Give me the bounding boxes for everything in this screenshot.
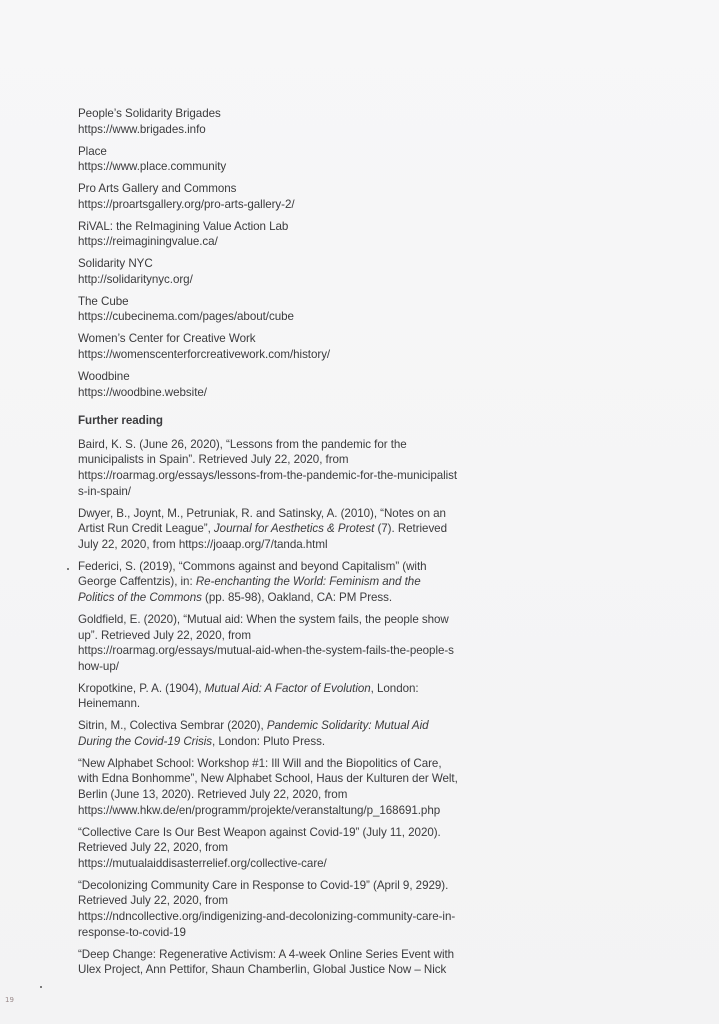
reference-line bbox=[78, 718, 478, 734]
reference-line bbox=[78, 537, 478, 553]
reference-text: Ulex Project, Ann Pettifor, Shaun Chamberlin, Global Justice Now – Nick bbox=[78, 963, 447, 977]
reference-line bbox=[78, 825, 478, 841]
organization-name: Solidarity NYC bbox=[78, 257, 153, 271]
reference-line bbox=[78, 437, 478, 453]
reference-entry bbox=[78, 437, 478, 499]
organization-list bbox=[78, 106, 478, 400]
organization-entry bbox=[78, 294, 478, 325]
organization-entry bbox=[78, 369, 478, 400]
reference-line bbox=[78, 628, 478, 644]
reference-entry bbox=[78, 756, 478, 818]
reference-text: Berlin (June 13, 2020). Retrieved July 22, 2020, from bbox=[78, 788, 348, 802]
organization-entry bbox=[78, 106, 478, 137]
reference-text: “Collective Care Is Our Best Weapon against Covid-19” (July 11, 2020). bbox=[78, 825, 441, 839]
organization-entry bbox=[78, 144, 478, 175]
organization-name: Place bbox=[78, 144, 107, 158]
reference-title-text: Politics of the Commons bbox=[78, 590, 202, 604]
reference-line bbox=[78, 787, 478, 803]
reference-title-text: Mutual Aid: A Factor of Evolution bbox=[204, 681, 371, 695]
reference-text: Artist Run Credit League”, bbox=[78, 522, 214, 536]
reference-entry bbox=[78, 825, 478, 872]
reference-entry bbox=[78, 947, 478, 978]
reference-text: response-to-covid-19 bbox=[78, 925, 186, 939]
reference-line bbox=[78, 947, 478, 963]
reference-text: https://mutualaiddisasterrelief.org/collective-care/ bbox=[78, 856, 327, 870]
reference-entry bbox=[78, 506, 478, 553]
reference-line bbox=[78, 840, 478, 856]
reference-title-text: Pandemic Solidarity: Mutual Aid bbox=[266, 719, 429, 733]
reference-entry bbox=[78, 612, 478, 674]
reference-text: “Decolonizing Community Care in Response to Covid-19” (April 9, 2929). bbox=[78, 878, 449, 892]
reference-text: , London: Pluto Press. bbox=[212, 734, 325, 748]
organization-url: http://solidaritynyc.org/ bbox=[78, 272, 193, 286]
reference-text: Sitrin, M., Colectiva Sembrar (2020), bbox=[78, 719, 267, 733]
organization-name: Women’s Center for Creative Work bbox=[78, 332, 256, 346]
reference-text: Kropotkine, P. A. (1904), bbox=[78, 681, 205, 695]
reference-text: https://www.hkw.de/en/programm/projekte/veranstaltung/p_168691.php bbox=[78, 803, 441, 817]
organization-entry bbox=[78, 256, 478, 287]
reference-text: https://ndncollective.org/indigenizing-and-decolonizing-community-care-in- bbox=[78, 909, 456, 923]
reference-line bbox=[78, 612, 478, 628]
page-number: 19 bbox=[5, 996, 14, 1004]
reference-line bbox=[78, 506, 478, 522]
reference-line bbox=[78, 909, 478, 925]
organization-name: Woodbine bbox=[78, 370, 130, 384]
reference-title-text: During the Covid-19 Crisis bbox=[78, 734, 213, 748]
reference-line bbox=[78, 925, 478, 941]
reference-entry bbox=[78, 559, 478, 606]
reference-text: (pp. 85-98), Oakland, CA: PM Press. bbox=[201, 590, 393, 604]
reference-line bbox=[78, 681, 478, 697]
reference-text: Heinemann. bbox=[78, 697, 141, 711]
reference-line bbox=[78, 468, 478, 484]
organization-url: https://www.brigades.info bbox=[78, 122, 206, 136]
reference-line bbox=[78, 643, 478, 659]
reference-text: Retrieved July 22, 2020, from bbox=[78, 841, 228, 855]
reference-text: July 22, 2020, from https://joaap.org/7/tanda.html bbox=[78, 537, 328, 551]
reference-text: “Deep Change: Regenerative Activism: A 4-week Online Series Event with bbox=[78, 947, 455, 961]
reference-text: https://roarmag.org/essays/lessons-from-the-pandemic-for-the-municipalist bbox=[78, 469, 458, 483]
reference-entry bbox=[78, 718, 478, 749]
organization-url: https://reimaginingvalue.ca/ bbox=[78, 235, 218, 249]
reference-line bbox=[78, 484, 478, 500]
organization-entry bbox=[78, 331, 478, 362]
reference-line bbox=[78, 856, 478, 872]
reference-text: (7). Retrieved bbox=[374, 522, 447, 536]
scan-speck bbox=[40, 986, 42, 988]
organization-name: Pro Arts Gallery and Commons bbox=[78, 182, 237, 196]
reference-title-text: Journal for Aesthetics & Protest bbox=[213, 522, 375, 536]
reference-title-text: Re-enchanting the World: Feminism and the bbox=[195, 575, 421, 589]
reference-text: with Edna Bonhomme”, New Alphabet School, Haus der Kulturen der Welt, bbox=[78, 772, 458, 786]
reference-line bbox=[78, 574, 478, 590]
reference-text: George Caffentzis), in: bbox=[78, 575, 196, 589]
reference-text: Dwyer, B., Joynt, M., Petruniak, R. and Satinsky, A. (2010), “Notes on an bbox=[78, 506, 446, 520]
organization-name: RiVAL: the ReImagining Value Action Lab bbox=[78, 219, 289, 233]
organization-url: https://cubecinema.com/pages/about/cube bbox=[78, 310, 294, 324]
reference-text: , London: bbox=[370, 681, 419, 695]
reference-list bbox=[78, 437, 478, 978]
organization-name: The Cube bbox=[78, 294, 129, 308]
reference-text: Federici, S. (2019), “Commons against and beyond Capitalism” (with bbox=[78, 559, 427, 573]
reference-entry bbox=[78, 681, 478, 712]
reference-text: Retrieved July 22, 2020, from bbox=[78, 894, 228, 908]
reference-text: Baird, K. S. (June 26, 2020), “Lessons from the pandemic for the bbox=[78, 437, 407, 451]
reference-text: municipalists in Spain”. Retrieved July 22, 2020, from bbox=[78, 453, 349, 467]
reference-text: https://roarmag.org/essays/mutual-aid-when-the-system-fails-the-people-s bbox=[78, 644, 454, 658]
organization-url: https://woodbine.website/ bbox=[78, 385, 207, 399]
reference-line bbox=[78, 659, 478, 675]
reference-line bbox=[78, 878, 478, 894]
reference-line bbox=[78, 962, 478, 978]
reference-text: how-up/ bbox=[78, 659, 119, 673]
reference-line bbox=[78, 696, 478, 712]
further-reading-heading: Further reading bbox=[78, 414, 163, 428]
organization-url: https://www.place.community bbox=[78, 160, 227, 174]
reference-text: s-in-spain/ bbox=[78, 484, 131, 498]
reference-line bbox=[78, 590, 478, 606]
reference-line bbox=[78, 452, 478, 468]
organization-entry bbox=[78, 181, 478, 212]
organization-entry bbox=[78, 219, 478, 250]
organization-url: https://womenscenterforcreativework.com/history/ bbox=[78, 348, 331, 362]
reference-line bbox=[78, 803, 478, 819]
reference-line bbox=[78, 771, 478, 787]
reference-line bbox=[78, 893, 478, 909]
reference-text: “New Alphabet School: Workshop #1: Ill Will and the Biopolitics of Care, bbox=[78, 756, 442, 770]
page-content bbox=[78, 106, 478, 984]
reference-line bbox=[78, 734, 478, 750]
scan-speck bbox=[67, 568, 69, 570]
reference-text: up”. Retrieved July 22, 2020, from bbox=[78, 628, 251, 642]
organization-name: People’s Solidarity Brigades bbox=[78, 107, 221, 120]
reference-line bbox=[78, 559, 478, 575]
organization-url: https://proartsgallery.org/pro-arts-gallery-2/ bbox=[78, 197, 295, 211]
reference-text: Goldfield, E. (2020), “Mutual aid: When the system fails, the people show bbox=[78, 612, 449, 626]
reference-entry bbox=[78, 878, 478, 940]
reference-line bbox=[78, 756, 478, 772]
reference-line bbox=[78, 521, 478, 537]
